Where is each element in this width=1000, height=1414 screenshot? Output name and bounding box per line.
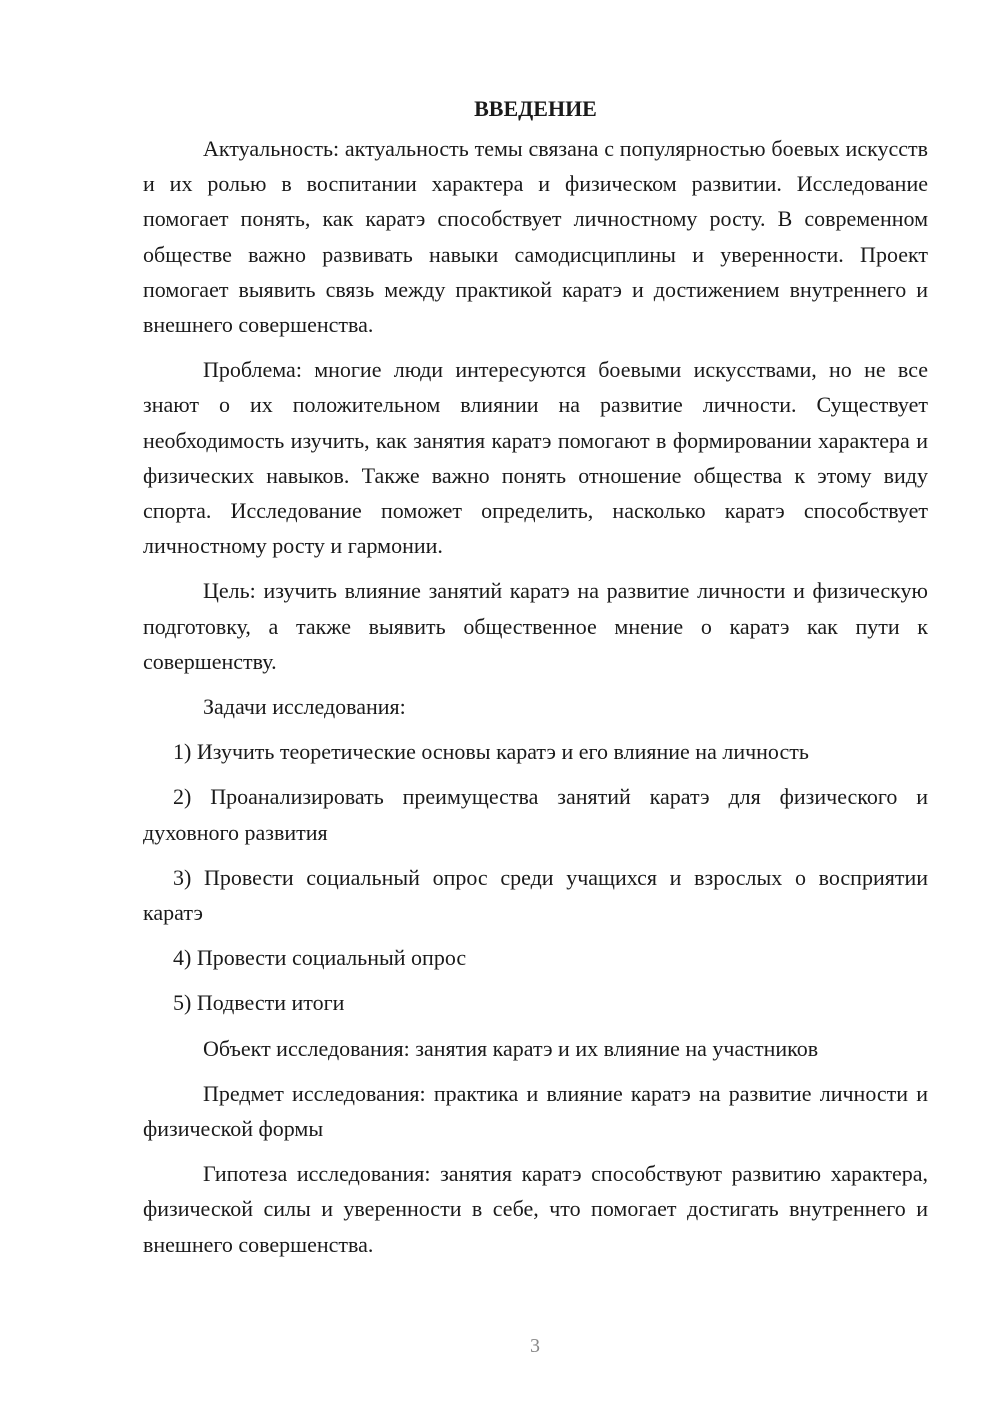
task-item-3: 3) Провести социальный опрос среди учащихся и взрослых о восприятии каратэ	[143, 864, 928, 926]
page-title: ВВЕДЕНИЕ	[474, 96, 597, 121]
subject-paragraph: Предмет исследования: практика и влияние каратэ на развитие личности и физической формы	[143, 1080, 928, 1142]
page-number: 3	[530, 1335, 540, 1357]
tasks-heading: Задачи исследования:	[203, 694, 406, 720]
document-page	[143, 92, 928, 1262]
task-item-4: 4) Провести социальный опрос	[173, 945, 467, 971]
object-paragraph: Объект исследования: занятия каратэ и их влияние на участников	[203, 1035, 819, 1061]
task-item-1: 1) Изучить теоретические основы каратэ и его влияние на личность	[173, 739, 809, 765]
hypothesis-paragraph: Гипотеза исследования: занятия каратэ способствуют развитию характера, физической силы и уверенности в себе, что помогает достигать внутреннего и внешнего совершенства.	[143, 1161, 928, 1257]
relevance-paragraph: Актуальность: актуальность темы связана с популярностью боевых искусств и их ролью в воспитании характера и физическом развитии. Исследование помогает понять, как каратэ способствует личностному росту. В современном обществе важно развивать навыки самодисциплины и уверенности. Проект помогает выявить связь между практикой каратэ и достижением внутреннего и внешнего совершенства.	[143, 136, 928, 338]
goal-paragraph: Цель: изучить влияние занятий каратэ на развитие личности и физическую подготовку, а также выявить общественное мнение о каратэ как пути к совершенству.	[143, 578, 928, 674]
task-item-5: 5) Подвести итоги	[173, 990, 345, 1016]
problem-paragraph: Проблема: многие люди интересуются боевыми искусствами, но не все знают о их положительном влиянии на развитие личности. Существует необходимость изучить, как занятия каратэ помогают в формировании характера и физических навыков. Также важно понять отношение общества к этому виду спорта. Исследование поможет определить, насколько каратэ способствует личностному росту и гармонии.	[143, 357, 928, 559]
task-item-2: 2) Проанализировать преимущества занятий каратэ для физического и духовного развития	[143, 784, 928, 845]
